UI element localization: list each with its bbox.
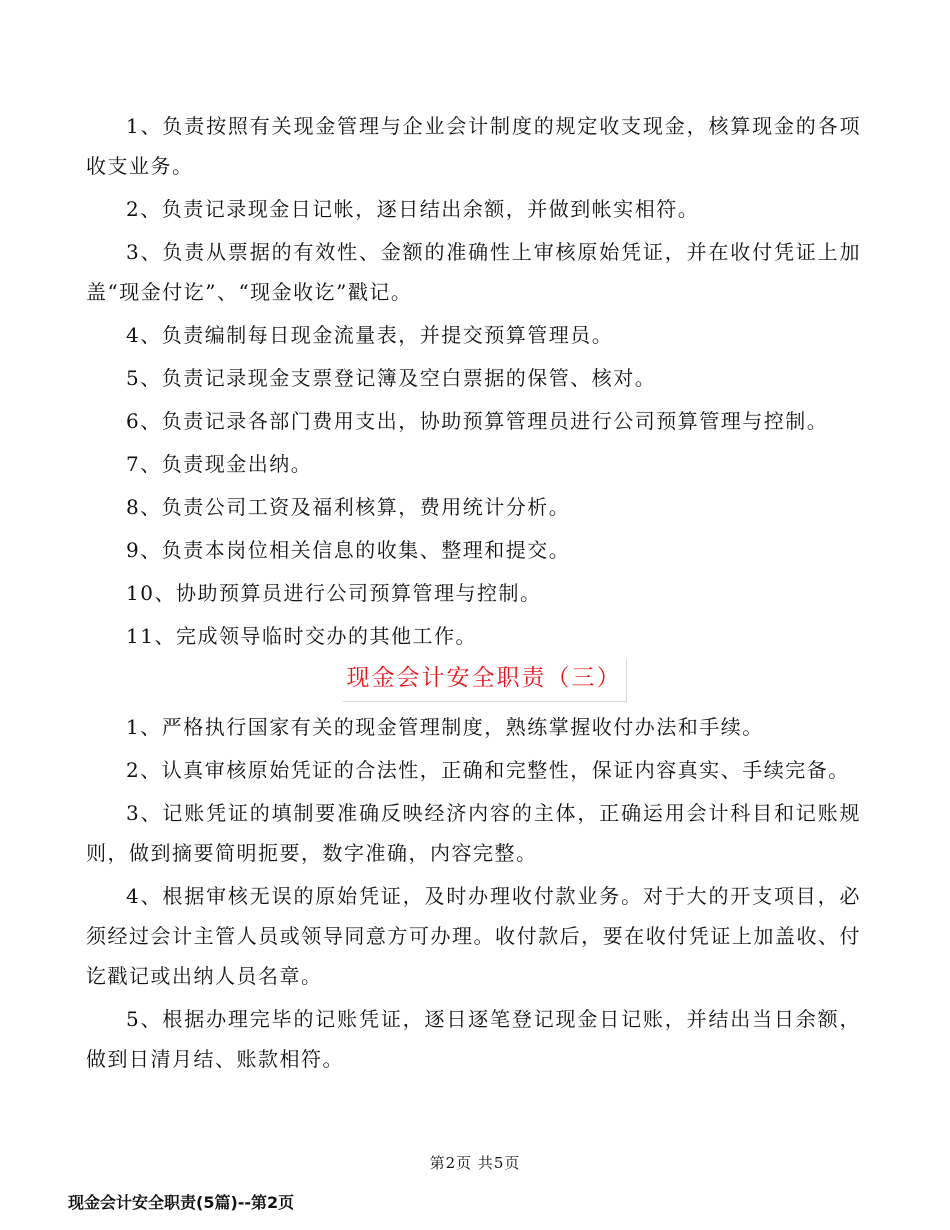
paragraph: 3、记账凭证的填制要准确反映经济内容的主体，正确运用会计科目和记账规则，做到摘要简明扼要，数字准确，内容完整。 [86,801,861,865]
paragraph: 2、负责记录现金日记帐，逐日结出余额，并做到帐实相符。 [126,197,700,221]
paragraph: 7、负责现金出纳。 [126,452,313,476]
paragraph: 6、负责记录各部门费用支出，协助预算管理员进行公司预算管理与控制。 [126,409,829,433]
paragraph: 3、负责从票据的有效性、金额的准确性上审核原始凭证，并在收付凭证上加盖“现金付讫”、“现金收讫”戳记。 [86,240,861,304]
paragraph: 5、根据办理完毕的记账凭证，逐日逐笔登记现金日记账，并结出当日余额，做到日清月结、账款相符。 [86,1007,861,1071]
paragraph: 10、协助预算员进行公司预算管理与控制。 [126,581,542,605]
section-title: 现金会计安全职责（三） [343,659,627,702]
paragraph: 9、负责本岗位相关信息的收集、整理和提交。 [126,538,571,562]
paragraph: 1、严格执行国家有关的现金管理制度，熟练掌握收付办法和手续。 [126,715,764,739]
paragraph: 2、认真审核原始凭证的合法性，正确和完整性，保证内容真实、手续完备。 [126,758,850,782]
paragraph: 8、负责公司工资及福利核算，费用统计分析。 [126,495,571,519]
paragraph: 4、根据审核无误的原始凭证，及时办理收付款业务。对于大的开支项目，必须经过会计主管人员或领导同意方可办理。收付款后，要在收付凭证上加盖收、付讫戳记或出纳人员名章。 [86,884,861,988]
paragraph: 1、负责按照有关现金管理与企业会计制度的规定收支现金，核算现金的各项收支业务。 [86,114,861,178]
section-heading-wrapper [86,659,861,703]
paragraph: 5、负责记录现金支票登记簿及空白票据的保管、核对。 [126,366,657,390]
paragraph: 11、完成领导临时交办的其他工作。 [126,624,477,648]
footer-document-title: 现金会计安全职责(5篇)--第2页 [68,1193,295,1212]
document-body [86,106,861,1082]
page-number: 第2页 共5页 [429,1154,521,1172]
paragraph: 4、负责编制每日现金流量表，并提交预算管理员。 [126,323,614,347]
